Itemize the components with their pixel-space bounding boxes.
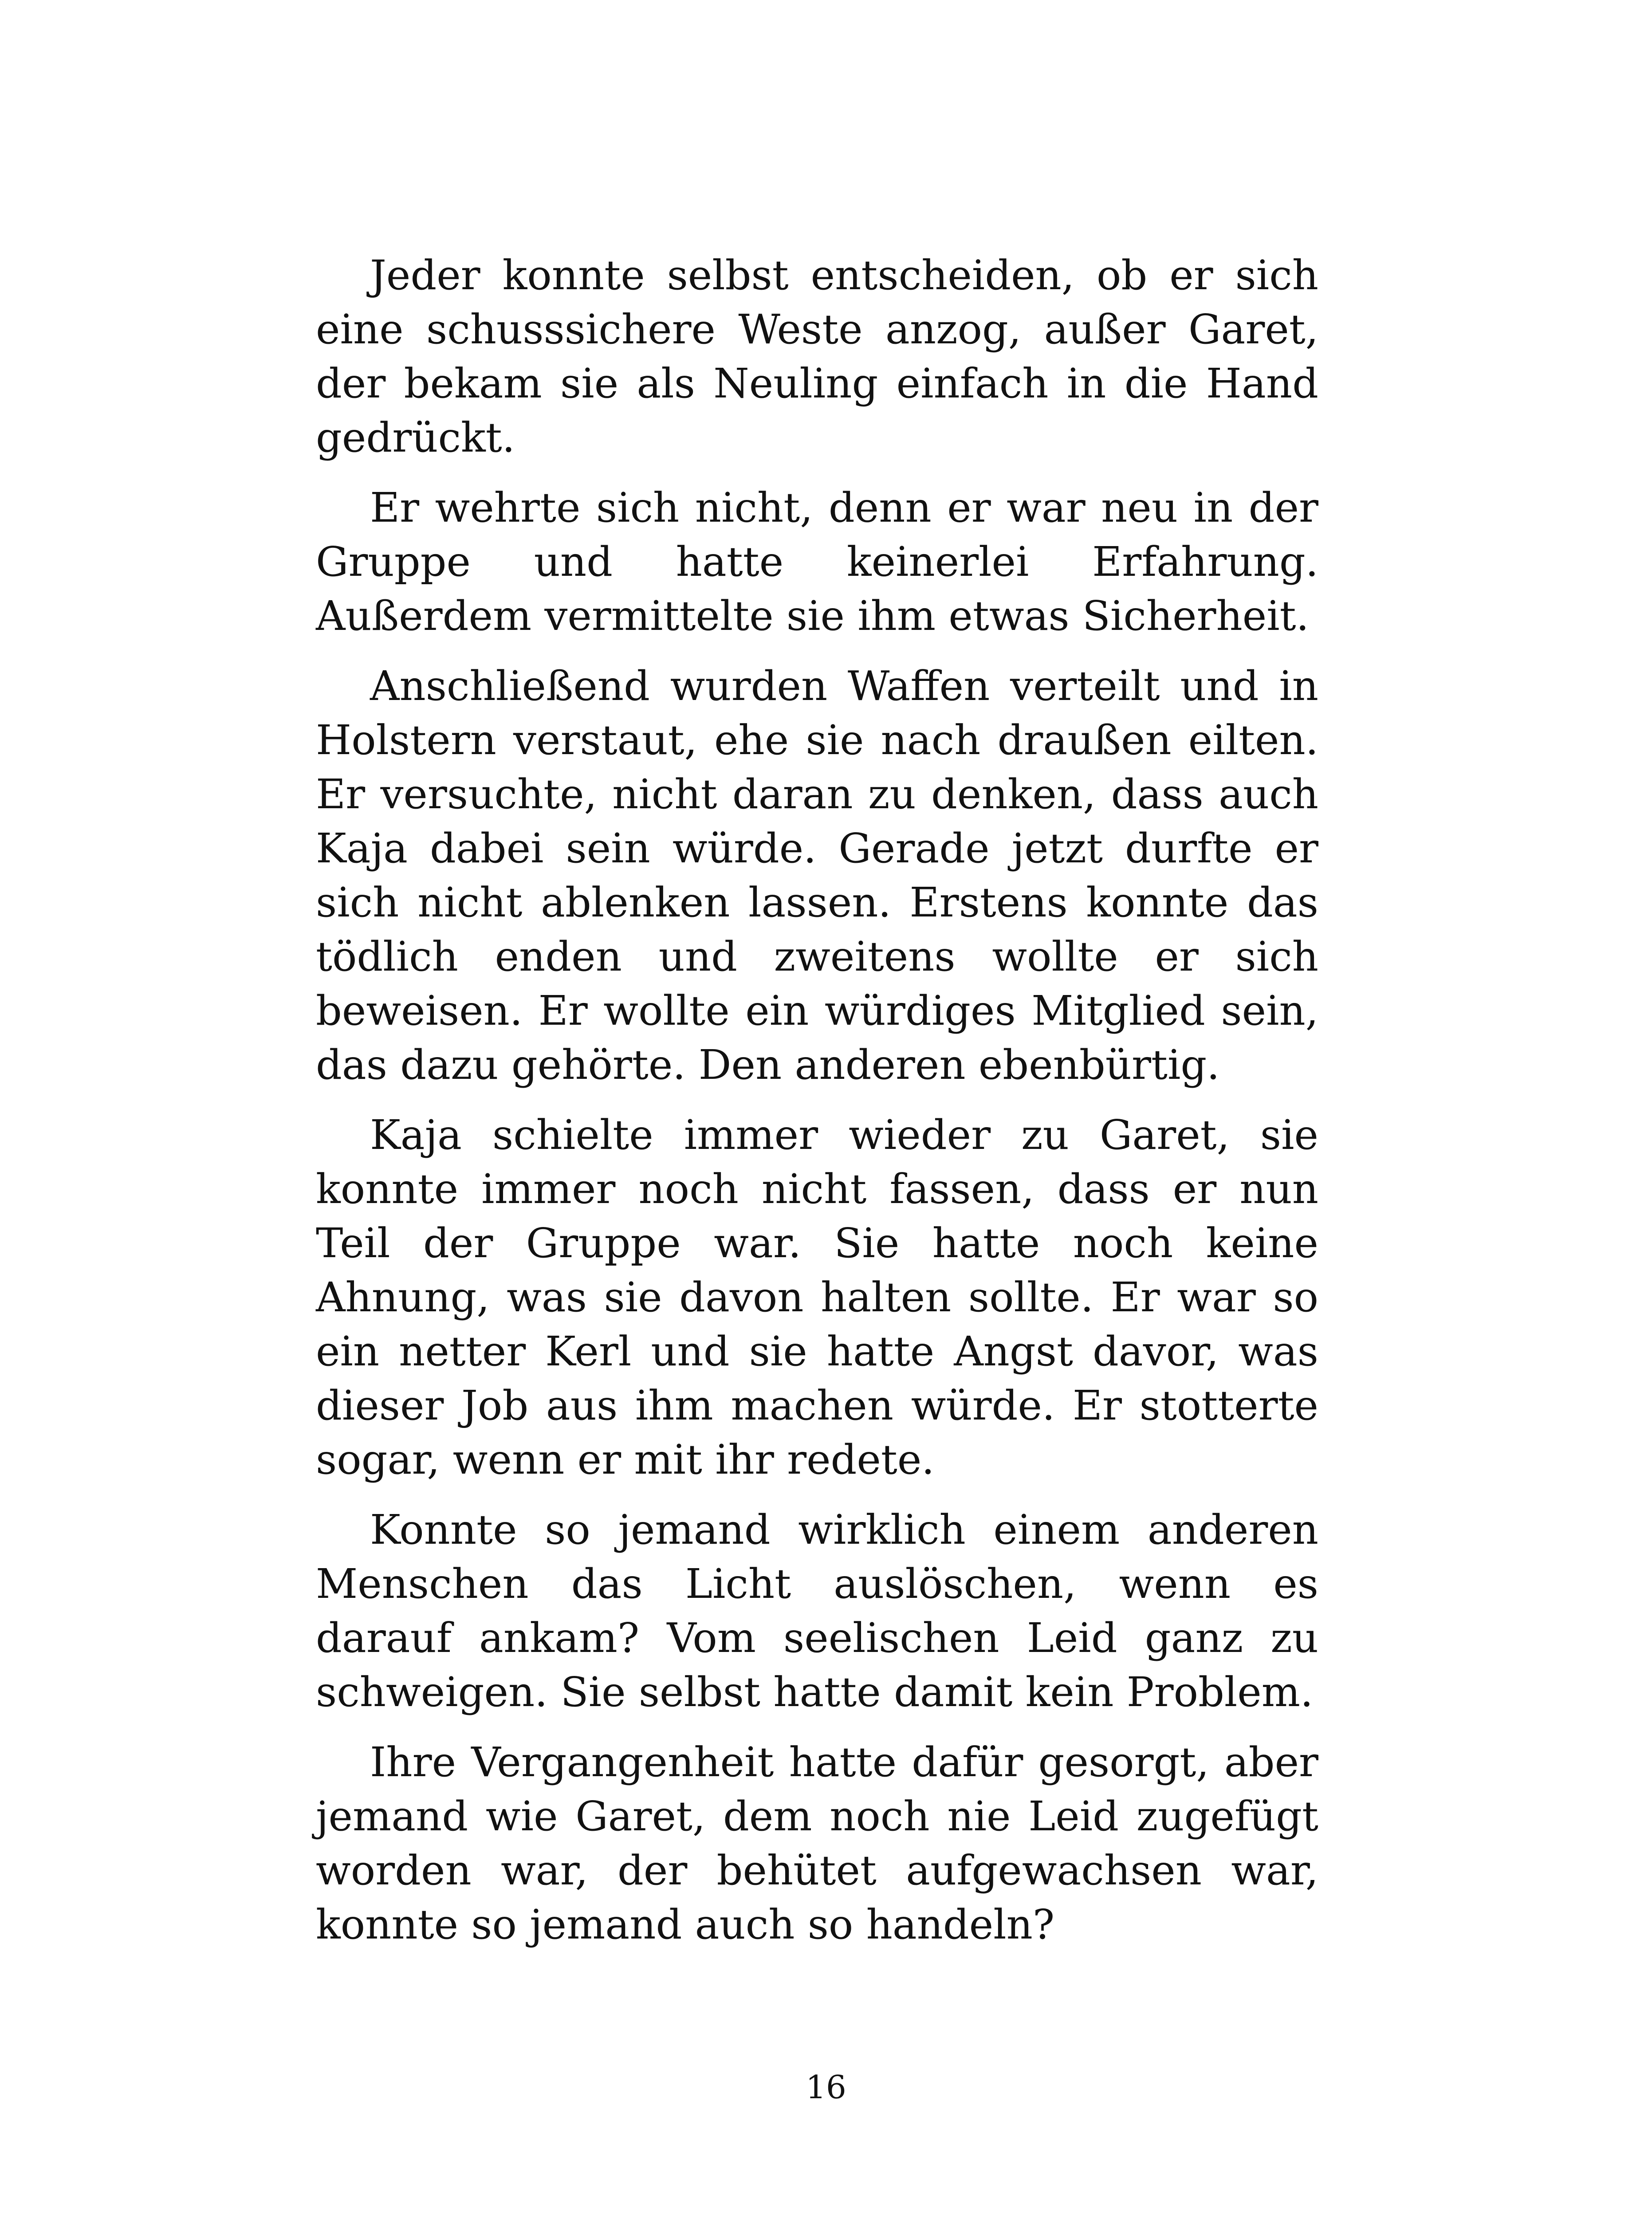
paragraph: Konnte so jemand wirklich einem anderen Menschen das Licht auslöschen, wenn es darauf ankam? Vom seelischen Leid ganz zu schweigen. Sie selbst hatte damit kein Problem.	[316, 1506, 1318, 1716]
paragraph: Ihre Vergangenheit hatte dafür gesorgt, aber jemand wie Garet, dem noch nie Leid zugefügt worden war, der behütet aufgewachsen war, konnte so jemand auch so handeln?	[316, 1738, 1318, 1948]
paragraph: Anschließend wurden Waffen verteilt und in Holstern verstaut, ehe sie nach draußen eilten. Er versuchte, nicht daran zu denken, dass auch Kaja dabei sein würde. Gerade jetzt durfte er sich nicht ablenken lassen. Erstens konnte das tödlich enden und zweitens wollte er sich beweisen. Er wollte ein würdiges Mitglied sein, das dazu gehörte. Den anderen ebenbürtig.	[316, 662, 1318, 1089]
paragraph: Er wehrte sich nicht, denn er war neu in der Gruppe und hatte keinerlei Erfahrung. Außerdem vermittelte sie ihm etwas Sicherheit.	[316, 484, 1318, 640]
paragraph: Jeder konnte selbst entscheiden, ob er sich eine schusssichere Weste anzog, außer Garet, der bekam sie als Neuling einfach in die Hand gedrückt.	[316, 252, 1318, 461]
page-number: 16	[806, 2069, 846, 2106]
body-text	[316, 248, 1318, 1968]
paragraph: Kaja schielte immer wieder zu Garet, sie konnte immer noch nicht fassen, dass er nun Teil der Gruppe war. Sie hatte noch keine Ahnung, was sie davon halten sollte. Er war so ein netter Kerl und sie hatte Angst davor, was dieser Job aus ihm machen würde. Er stotterte sogar, wenn er mit ihr redete.	[316, 1111, 1318, 1483]
